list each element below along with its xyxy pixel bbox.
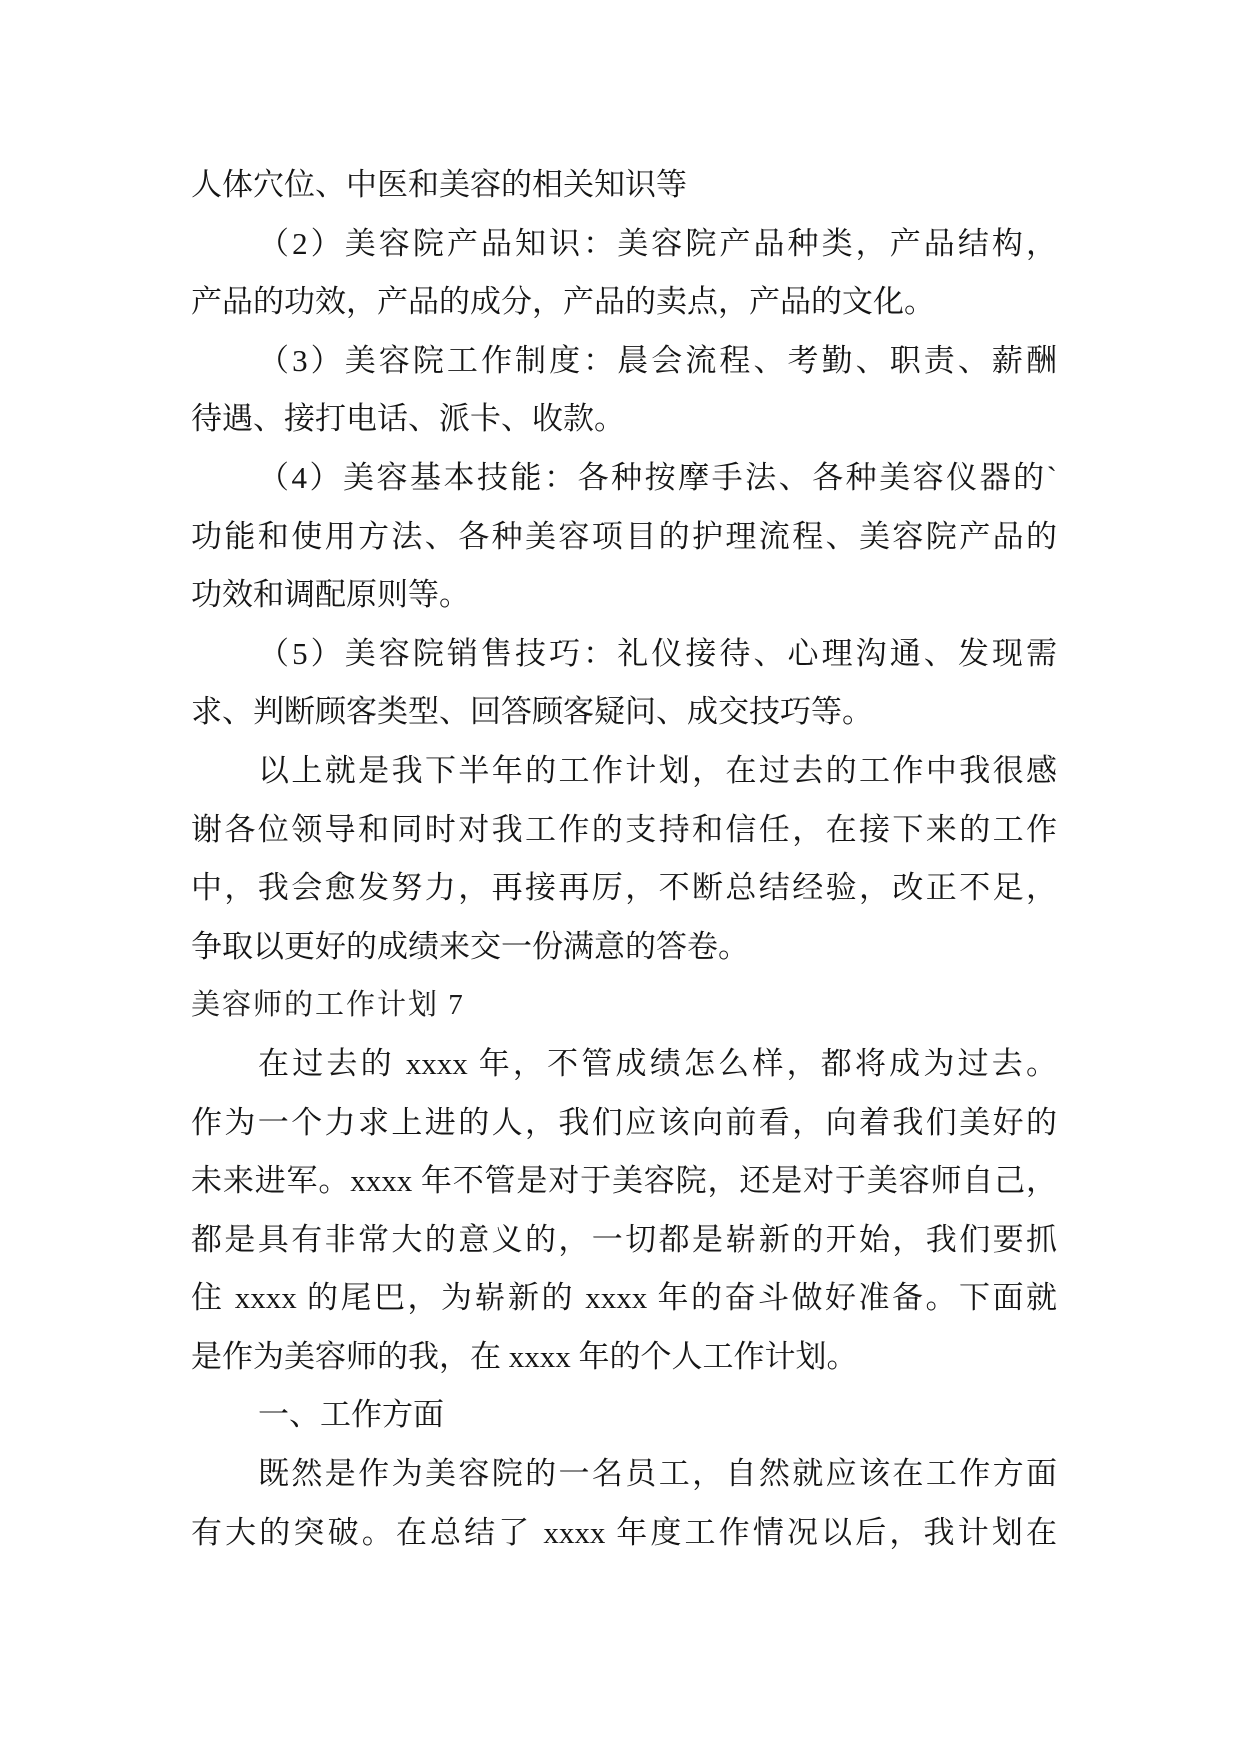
paragraph	[191, 1445, 1057, 1562]
section-heading: 美容师的工作计划 7	[191, 989, 465, 1022]
paragraph	[191, 332, 1057, 449]
text-line: 既然是作为美容院的一名员工，自然就应该在工作方面	[258, 1456, 1057, 1492]
text-line: 产品的功效，产品的成分，产品的卖点，产品的文化。	[191, 284, 935, 320]
document-body	[191, 156, 1057, 1562]
text-line: 作为一个力求上进的人，我们应该向前看，向着我们美好的	[191, 1104, 1057, 1140]
paragraph	[191, 1386, 1057, 1445]
paragraph	[191, 625, 1057, 742]
text-line: 住 xxxx 的尾巴，为崭新的 xxxx 年的奋斗做好准备。下面就	[191, 1280, 1057, 1316]
text-line: （2）美容院产品知识：美容院产品种类，产品结构，	[258, 225, 1057, 261]
text-line: 都是具有非常大的意义的，一切都是崭新的开始，我们要抓	[191, 1221, 1057, 1257]
text-line: 人体穴位、中医和美容的相关知识等	[191, 167, 687, 202]
paragraph	[191, 742, 1057, 976]
text-line: 谢各位领导和同时对我工作的支持和信任，在接下来的工作	[191, 811, 1057, 847]
text-line: 功能和使用方法、各种美容项目的护理流程、美容院产品的	[191, 518, 1057, 554]
text-line: 中，我会愈发努力，再接再厉，不断总结经验，改正不足，	[191, 870, 1057, 906]
text-line: 一、工作方面	[258, 1397, 444, 1433]
paragraph	[191, 449, 1057, 625]
text-line: （4）美容基本技能：各种按摩手法、各种美容仪器的`	[258, 459, 1057, 495]
text-line: 未来进军。xxxx 年不管是对于美容院，还是对于美容师自己，	[191, 1163, 1057, 1199]
text-line: （5）美容院销售技巧：礼仪接待、心理沟通、发现需	[258, 635, 1057, 671]
text-line: 以上就是我下半年的工作计划，在过去的工作中我很感	[258, 752, 1057, 788]
text-line: 在过去的 xxxx 年，不管成绩怎么样，都将成为过去。	[258, 1045, 1057, 1081]
text-line: 争取以更好的成绩来交一份满意的答卷。	[191, 928, 749, 964]
paragraph	[191, 1035, 1057, 1387]
text-line: 功效和调配原则等。	[191, 577, 470, 613]
text-line: 求、判断顾客类型、回答顾客疑问、成交技巧等。	[191, 694, 873, 730]
text-line: 待遇、接打电话、派卡、收款。	[191, 401, 625, 437]
text-line: （3）美容院工作制度：晨会流程、考勤、职责、薪酬	[258, 342, 1057, 378]
text-line: 是作为美容师的我，在 xxxx 年的个人工作计划。	[191, 1338, 858, 1374]
paragraph	[191, 156, 1057, 215]
text-line: 有大的突破。在总结了 xxxx 年度工作情况以后，我计划在	[191, 1514, 1057, 1550]
paragraph	[191, 215, 1057, 332]
